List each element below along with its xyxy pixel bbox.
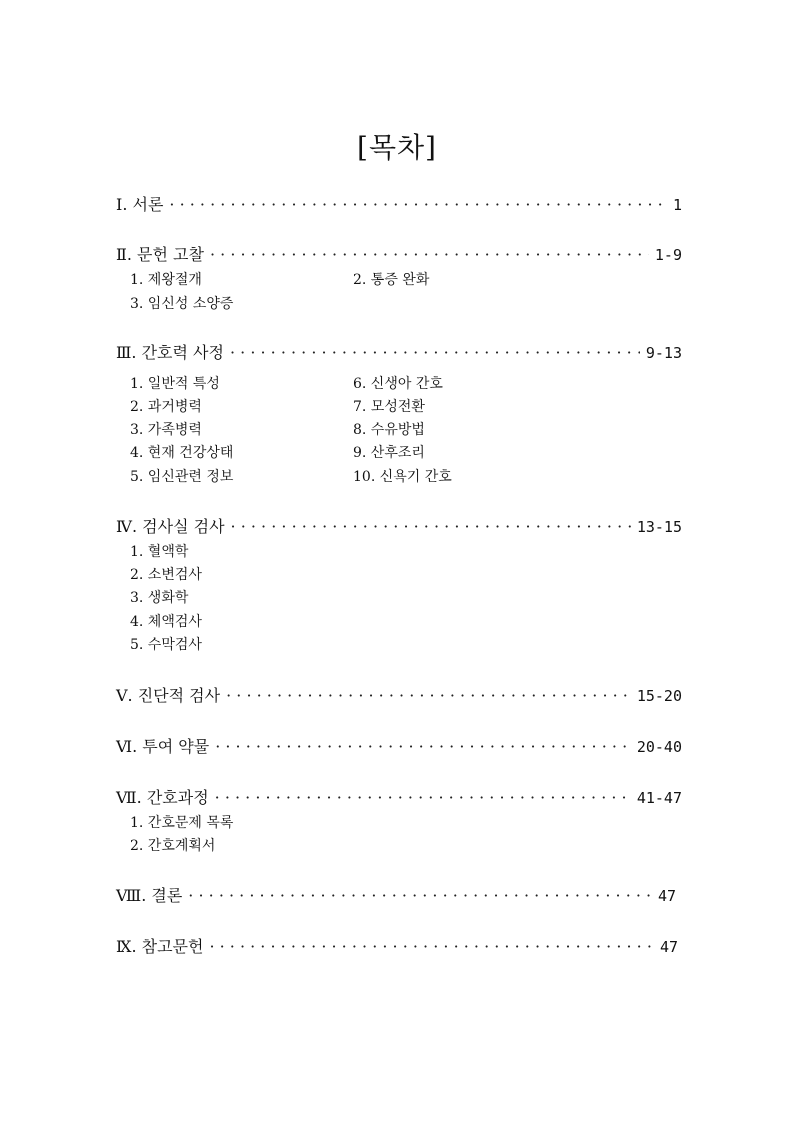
toc-subitem[interactable]: 3. 가족병력 bbox=[130, 422, 202, 438]
toc-entry-label: Ⅷ. 결론 bbox=[116, 886, 183, 905]
toc-subitem[interactable]: 2. 과거병력 bbox=[130, 399, 202, 415]
toc-entry-label: Ⅵ. 투여 약물 bbox=[116, 737, 210, 756]
toc-entry-literature-review[interactable] bbox=[116, 244, 682, 266]
toc-entry-label: Ⅳ. 검사실 검사 bbox=[116, 517, 225, 536]
toc-entry-nursing-process[interactable] bbox=[116, 787, 682, 809]
dot-leader bbox=[215, 736, 631, 758]
toc-subitem[interactable]: 8. 수유방법 bbox=[353, 422, 425, 438]
toc-subitem[interactable]: 10. 신욕기 간호 bbox=[353, 469, 452, 485]
toc-subitem[interactable]: 5. 수막검사 bbox=[130, 637, 202, 653]
toc-subitem[interactable]: 2. 소변검사 bbox=[130, 567, 202, 583]
toc-entry-page: 1-9 bbox=[654, 246, 682, 264]
dot-leader bbox=[169, 194, 667, 216]
toc-subitem[interactable]: 7. 모성전환 bbox=[353, 399, 425, 415]
dot-leader bbox=[226, 685, 631, 707]
dot-leader bbox=[210, 244, 649, 266]
toc-entry-page: 13-15 bbox=[636, 518, 682, 536]
toc-entry-intro[interactable] bbox=[116, 194, 682, 216]
toc-entry-label: Ⅸ. 참고문헌 bbox=[116, 937, 204, 956]
dot-leader bbox=[209, 936, 654, 958]
toc-subitem[interactable]: 2. 통증 완화 bbox=[353, 272, 430, 288]
toc-subitem[interactable]: 4. 현재 건강상태 bbox=[130, 445, 234, 461]
toc-entry-label: Ⅴ. 진단적 검사 bbox=[116, 686, 221, 705]
dot-leader bbox=[188, 885, 652, 907]
toc-entry-page: 9-13 bbox=[645, 344, 682, 362]
toc-subitem[interactable]: 1. 일반적 특성 bbox=[130, 376, 220, 392]
toc-subitem[interactable]: 3. 생화학 bbox=[130, 590, 189, 606]
page-title: [목차] bbox=[357, 131, 437, 164]
toc-entry-diagnostic-tests[interactable] bbox=[116, 685, 682, 707]
toc-subitem[interactable]: 6. 신생아 간호 bbox=[353, 376, 443, 392]
toc-subitem[interactable]: 4. 체액검사 bbox=[130, 614, 202, 630]
toc-entry-label: Ⅰ. 서론 bbox=[116, 195, 164, 214]
toc-entry-label: Ⅱ. 문헌 고찰 bbox=[116, 245, 204, 264]
toc-entry-label: Ⅲ. 간호력 사정 bbox=[116, 343, 224, 362]
dot-leader bbox=[215, 787, 631, 809]
toc-subitem[interactable]: 5. 임신관련 정보 bbox=[130, 469, 234, 485]
toc-entry-page: 1 bbox=[672, 196, 682, 214]
toc-entry-label: Ⅶ. 간호과정 bbox=[116, 788, 209, 807]
toc-entry-page: 47 bbox=[659, 938, 678, 956]
toc-subitem[interactable]: 1. 혈액학 bbox=[130, 544, 189, 560]
toc-entry-page: 47 bbox=[657, 887, 676, 905]
dot-leader bbox=[230, 342, 640, 364]
toc-entry-page: 15-20 bbox=[636, 687, 682, 705]
toc-subitem[interactable]: 1. 간호문제 목록 bbox=[130, 815, 234, 831]
toc-subitem[interactable]: 3. 임신성 소양증 bbox=[130, 296, 234, 312]
toc-entry-lab-tests[interactable] bbox=[116, 516, 682, 538]
toc-entry-nursing-history[interactable] bbox=[116, 342, 682, 364]
toc-entry-conclusion[interactable] bbox=[116, 885, 676, 907]
toc-entry-references[interactable] bbox=[116, 936, 678, 958]
toc-subitem[interactable]: 2. 간호계획서 bbox=[130, 838, 216, 854]
toc-entry-medications[interactable] bbox=[116, 736, 682, 758]
toc-subitem[interactable]: 1. 제왕절개 bbox=[130, 272, 202, 288]
toc-subitem[interactable]: 9. 산후조리 bbox=[353, 445, 425, 461]
toc-entry-page: 20-40 bbox=[636, 738, 682, 756]
toc-entry-page: 41-47 bbox=[636, 789, 682, 807]
dot-leader bbox=[231, 516, 631, 538]
